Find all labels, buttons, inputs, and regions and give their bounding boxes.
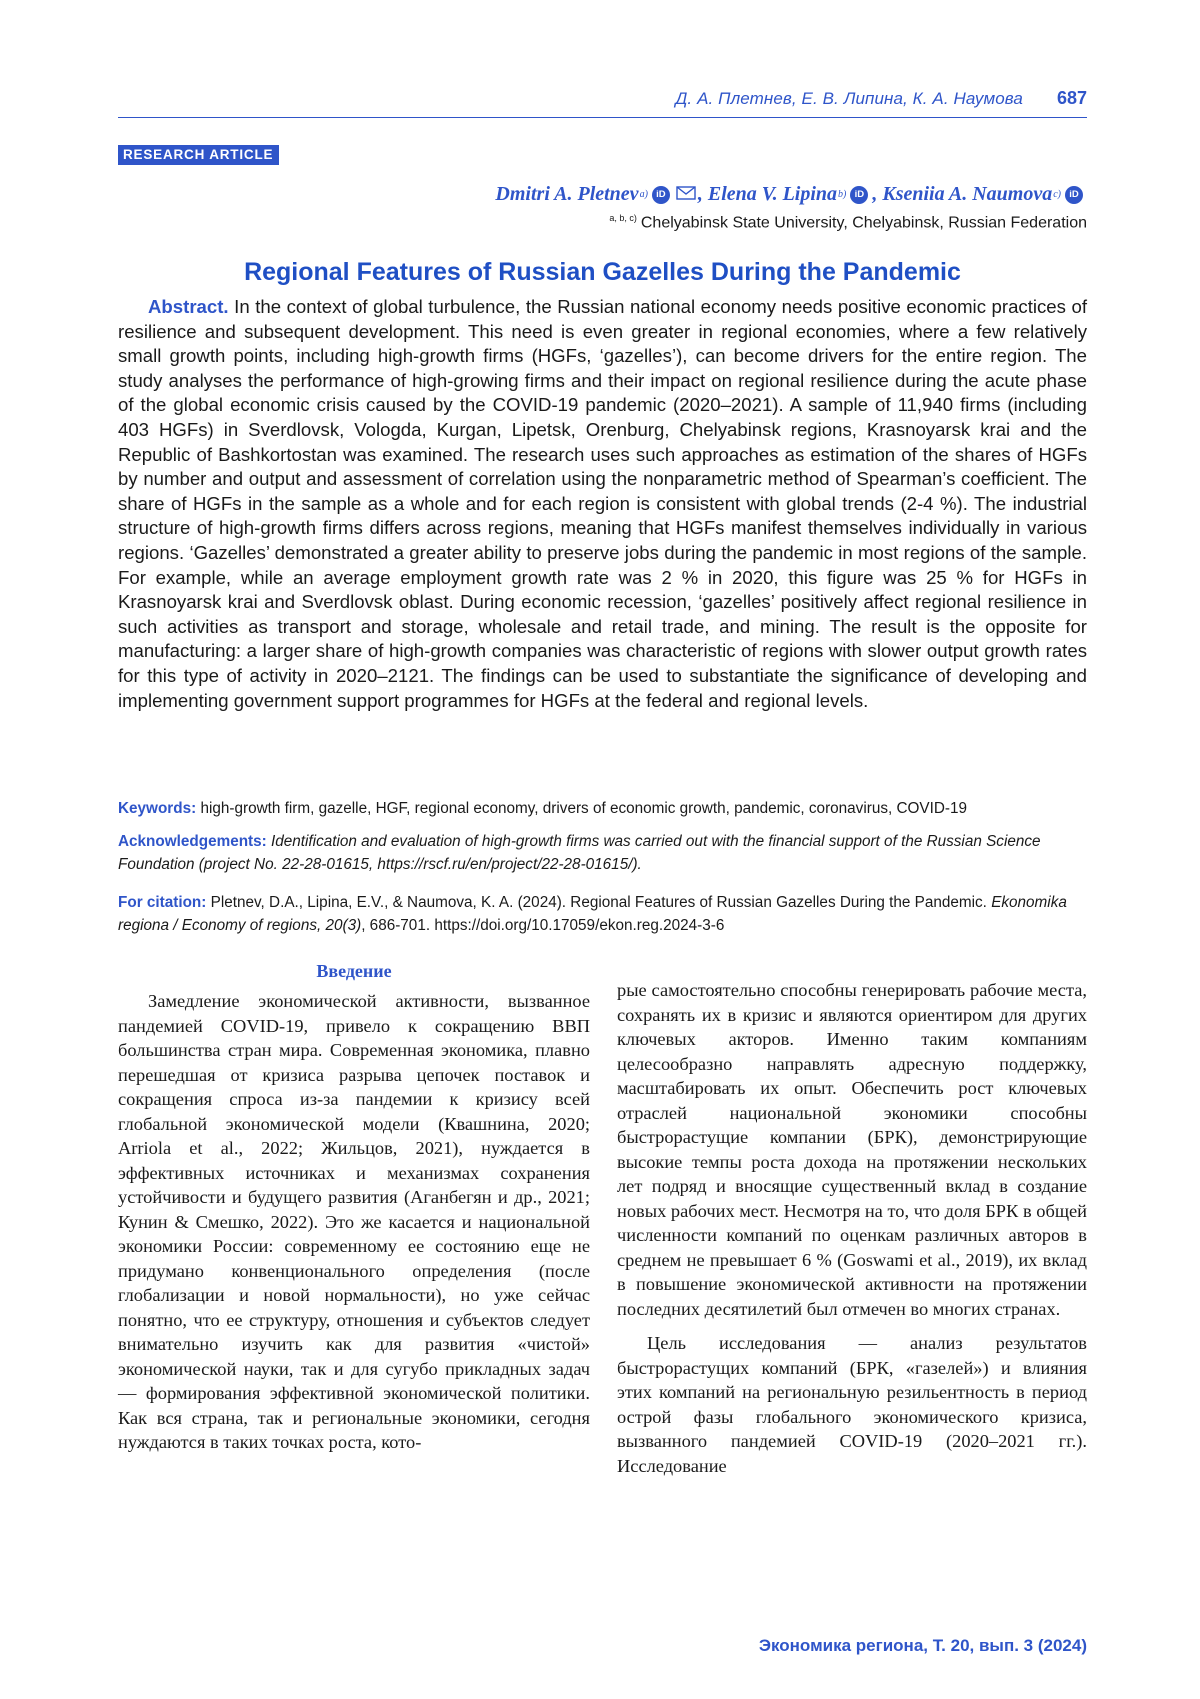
orcid-icon[interactable]: iD <box>652 186 670 204</box>
keywords <box>118 798 1087 820</box>
citation-doi[interactable]: , 686-701. https://doi.org/10.17059/ekon.reg.2024-3-6 <box>361 916 725 934</box>
body-paragraph: рые самостоятельно способны генерировать рабочие места, сохранять их в кризис и являются ориентиром для других ключевых акторов. Именно таким компаниям целесообразно направлять адресную поддержку, масштабировать их опыт. Обеспечить рост ключевых отраслей национальной экономики способны быстрорастущие компании (БРК), демонстрирующие высокие темпы роста дохода на протяжении нескольких лет подряд и вносящие существенный вклад в создание новых рабочих мест. Несмотря на то, что доля БРК в общей численности компаний по оценкам различных авторов в среднем не превышает 6 % (Goswami et al., 2019), их вклад в повышение экономической активности на протяжении последних десятилетий был отмечен во многих странах. <box>617 980 1087 1319</box>
author-name: Dmitri A. Pletnev <box>495 183 639 205</box>
acknowledgements <box>118 831 1087 876</box>
body-column-left <box>118 960 590 1455</box>
orcid-icon[interactable]: iD <box>1065 186 1083 204</box>
affiliation-text: Chelyabinsk State University, Chelyabinsk, Russian Federation <box>640 214 1087 232</box>
author-list: Dmitri A. Pletnev a) iD , Elena V. Lipina b) iD , Kseniia A. Naumova c) iD <box>495 183 1087 206</box>
orcid-icon[interactable]: iD <box>850 186 868 204</box>
acknowledgements-label: Acknowledgements: <box>118 833 267 850</box>
author-name: Kseniia A. Naumova <box>882 183 1053 205</box>
keywords-label: Keywords: <box>118 800 197 817</box>
citation <box>118 892 1087 937</box>
abstract-text: In the context of global turbulence, the Russian national economy needs positive economic practices of resilience and subsequent development. This need is even greater in regional economies, where a few relatively small growth points, including high-growth firms (HGFs, ‘gazelles’), can become drivers for the entire region. The study analyses the performance of high-growing firms and their impact on regional resilience during the acute phase of the global economic crisis caused by the COVID-19 pandemic (2020–2021). A sample of 11,940 firms (including 403 HGFs) in Sverdlovsk, Vologda, Kurgan, Lipetsk, Orenburg, Chelyabinsk regions, Krasnoyarsk krai and the Republic of Bashkortostan was examined. The research uses such approaches as estimation of the shares of HGFs by number and output and assessment of correlation using the nonparametric method of Spearman’s coefficient. The share of HGFs in the sample as a whole and for each region is consistent with global trends (2-4 %). The industrial structure of high-growth firms differs across regions, meaning that HGFs manifest themselves individually in various regions. ‘Gazelles’ demonstrated a greater ability to preserve jobs during the pandemic in most regions of the sample. For example, while an average employment growth rate was 2 % in 2020, this figure was 25 % for HGFs in Krasnoyarsk krai and Sverdlovsk oblast. During economic recession, ‘gazelles’ positively affect regional resilience in such activities as transport and storage, wholesale and retail trade, and mining. The result is the opposite for manufacturing: a larger share of high-growth companies was characteristic of regions with slower output growth rates for this type of activity in 2020–2121. The findings can be used to substantiate the significance of developing and implementing government support programmes for HGFs at the federal and regional levels. <box>118 296 1087 711</box>
keywords-text: high-growth firm, gazelle, HGF, regional economy, drivers of economic growth, pandemic, coronavirus, COVID-19 <box>200 800 968 817</box>
author-affil-mark: b) <box>838 189 847 200</box>
header-rule <box>118 117 1087 118</box>
journal-footer: Экономика региона, Т. 20, вып. 3 (2024) <box>758 1636 1087 1655</box>
citation-journal: Ekonomika regiona / Economy of regions, 20(3) <box>118 894 1067 934</box>
running-authors: Д. А. Плетнев, Е. В. Липина, К. А. Наумова <box>675 89 1023 108</box>
page-number: 687 <box>1056 88 1087 108</box>
affiliation <box>609 213 1087 232</box>
affiliation-marks: a, b, c) <box>609 213 637 223</box>
abstract <box>118 295 1087 713</box>
section-heading: Введение <box>316 961 392 981</box>
citation-text: Pletnev, D.A., Lipina, E.V., & Naumova, K. A. (2024). Regional Features of Russian Gazelles During the Pandemic. <box>210 894 987 911</box>
body-paragraph: Цель исследования — анализ результатов быстрорастущих компаний (БРК, «газелей») и влияния этих компаний на региональную резильентность в период острой фазы глобального экономического кризиса, вызванного пандемией COVID-19 (2020–2021 гг.). Исследование <box>617 1333 1087 1476</box>
article-title: Regional Features of Russian Gazelles During the Pandemic <box>244 258 961 286</box>
abstract-label: Abstract. <box>148 296 229 317</box>
author-name: Elena V. Lipina <box>707 183 838 205</box>
running-head <box>675 88 1087 109</box>
author-affil-mark: a) <box>639 189 648 200</box>
body-column-right <box>617 978 1087 1478</box>
acknowledgements-text: Identification and evaluation of high-growth firms was carried out with the financial support of the Russian Science Foundation (project No. 22-28-01615, https://rscf.ru/en/project/22-28-01615/). <box>118 833 1041 873</box>
envelope-icon[interactable] <box>676 183 696 206</box>
body-paragraph: Замедление экономической активности, вызванное пандемией COVID-19, привело к сокращению ВВП большинства стран мира. Современная экономика, плавно перешедшая от кризиса разрыва цепочек поставок и сокращения спроса из-за пандемии к кризису всей глобальной экономической модели (Квашнина, 2020; Arriola et al., 2022; Жильцов, 2021), нуждается в эффективных источниках и механизмах сохранения устойчивости и будущего развития (Аганбегян и др., 2021; Кунин & Смешко, 2022). Это же касается и национальной экономики России: современному ее состоянию еще не придумано конвенционального определения (после глобализации и новой нормальности), но уже сейчас понятно, что ее структуру, отношения и субъектов следует внимательно изучить как для развития «чистой» экономической науки, так и для сугубо прикладных задач — формирования эффективной экономической политики. Как вся страна, так и региональные экономики, сегодня нуждаются в таких точках роста, кото- <box>118 991 590 1452</box>
author-affil-mark: c) <box>1053 189 1061 200</box>
citation-label: For citation: <box>118 894 207 911</box>
article-type-badge: RESEARCH ARTICLE <box>118 145 279 165</box>
